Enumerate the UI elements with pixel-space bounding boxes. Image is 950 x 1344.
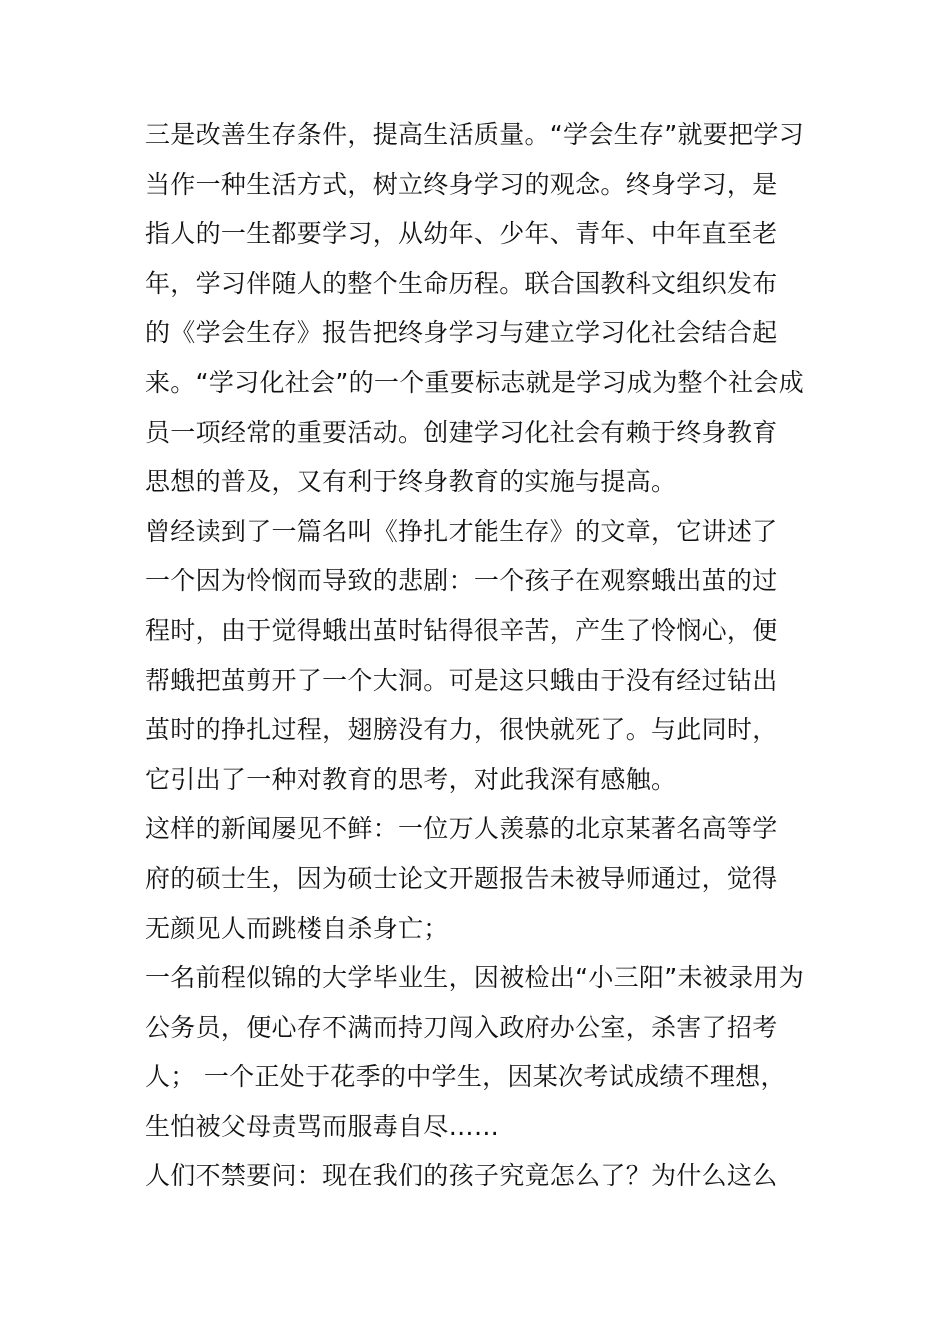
text-line: 三是改善生存条件，提高生活质量。“学会生存”就要把学习 (145, 120, 805, 149)
text-line: 曾经读到了一篇名叫《挣扎才能生存》的文章，它讲述了 (145, 516, 778, 546)
text-line: 当作一种生活方式，树立终身学习的观念。终身学习，是 (145, 169, 778, 199)
text-line: 生怕被父母责骂而服毒自尽…… (145, 1111, 500, 1141)
body-text (145, 110, 845, 1201)
text-line: 程时，由于觉得蛾出茧时钻得很辛苦，产生了怜悯心，便 (145, 615, 778, 645)
text-line: 它引出了一种对教育的思考，对此我深有感触。 (145, 764, 677, 794)
text-line: 指人的一生都要学习，从幼年、少年、青年、中年直至老 (145, 219, 778, 249)
text-line: 茧时的挣扎过程，翅膀没有力，很快就死了。与此同时， (145, 715, 778, 745)
text-line: 员一项经常的重要活动。创建学习化社会有赖于终身教育 (145, 417, 778, 447)
text-line: 府的硕士生，因为硕士论文开题报告未被导师通过，觉得 (145, 863, 778, 893)
text-line: 帮蛾把茧剪开了一个大洞。可是这只蛾由于没有经过钻出 (145, 665, 778, 695)
text-line: 来。“学习化社会”的一个重要标志就是学习成为整个社会成 (145, 367, 805, 397)
text-line: 一个因为怜悯而导致的悲剧：一个孩子在观察蛾出茧的过 (145, 566, 778, 596)
text-line: 的《学会生存》报告把终身学习与建立学习化社会结合起 (145, 318, 778, 348)
text-line: 人们不禁要问：现在我们的孩子究竟怎么了？为什么这么 (145, 1161, 778, 1191)
text-line: 这样的新闻屡见不鲜：一位万人羡慕的北京某著名高等学 (145, 814, 778, 844)
text-line: 思想的普及，又有利于终身教育的实施与提高。 (145, 467, 677, 497)
text-line: 一名前程似锦的大学毕业生，因被检出“小三阳”未被录用为 (145, 963, 805, 993)
text-line: 公务员，便心存不满而持刀闯入政府办公室，杀害了招考 (145, 1012, 778, 1042)
text-line: 人； 一个正处于花季的中学生，因某次考试成绩不理想， (145, 1062, 786, 1092)
text-line: 年，学习伴随人的整个生命历程。联合国教科文组织发布 (145, 268, 778, 298)
text-line: 无颜见人而跳楼自杀身亡； (145, 913, 449, 943)
